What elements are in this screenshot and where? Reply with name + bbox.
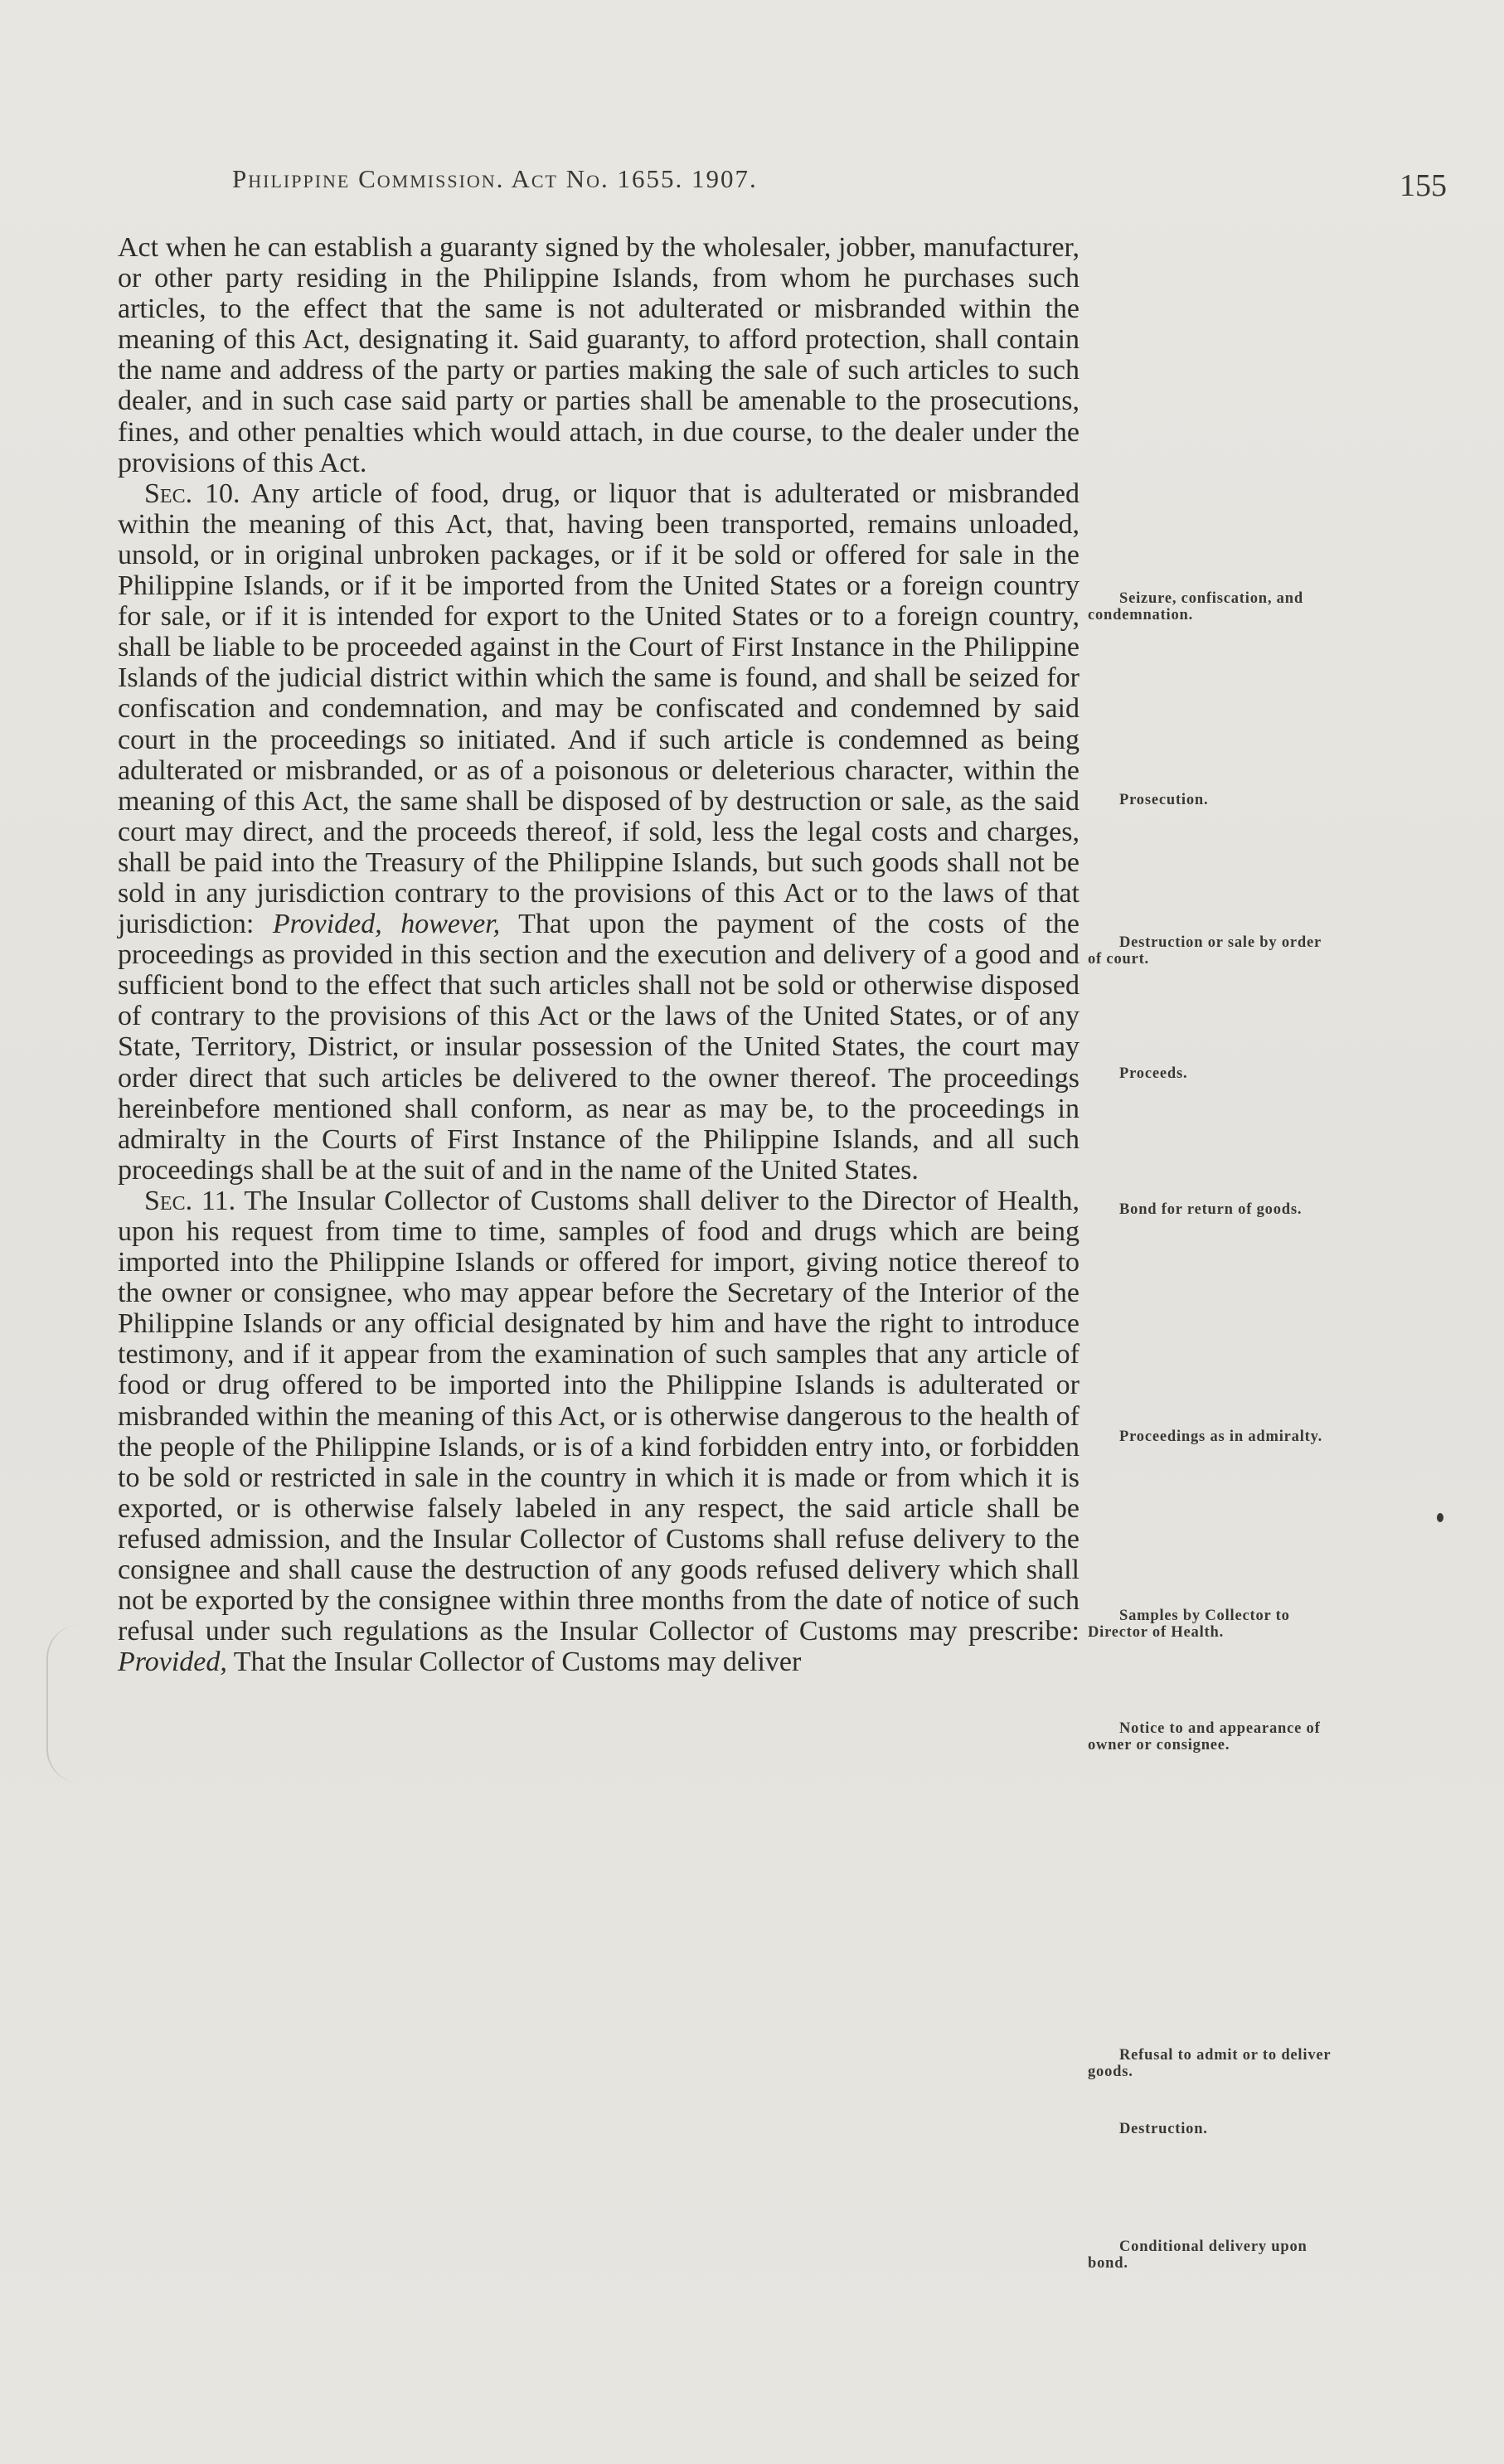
ink-spot	[1437, 1513, 1443, 1522]
margin-note-destruction-or-sale: Destruction or sale by order of court.	[1088, 934, 1322, 968]
paragraph-continuation: Act when he can establish a guaranty signed by the wholesaler, jobber, manufacturer, or other party residing in the Philippine Islands, from whom he purchases such articles, to the effect that the same is not adulterated or misbranded within the meaning of this Act, designating it. Said guaranty, to afford protection, shall contain the name and address of the party or parties making the sale of such articles to such dealer, and in such case said party or parties shall be amenable to the prosecutions, fines, and other penalties which would attach, in due course, to the dealer under the provisions of this Act.	[118, 232, 1079, 478]
margin-note-samples: Samples by Collector to Director of Health.	[1088, 1608, 1290, 1641]
running-head: Philippine Commission. Act No. 1655. 1907.	[232, 164, 758, 193]
margin-note-destruction: Destruction.	[1119, 2121, 1208, 2137]
section-11	[118, 1186, 1079, 1678]
margin-note-bond: Bond for return of goods.	[1119, 1201, 1303, 1218]
margin-note-admiralty: Proceedings as in admiralty.	[1119, 1428, 1323, 1445]
section-11-proviso: Provided,	[118, 1647, 227, 1678]
body-text	[118, 232, 1079, 1677]
margin-note-prosecution: Prosecution.	[1119, 792, 1209, 808]
section-10-proviso: Provided, however,	[272, 909, 501, 940]
section-11-text-b: That the Insular Collector of Customs may deliver	[226, 1647, 802, 1678]
binding-shadow	[46, 1625, 81, 1783]
margin-note-seizure: Seizure, confiscation, and condemnation.	[1088, 590, 1303, 623]
margin-note-proceeds: Proceeds.	[1119, 1065, 1188, 1082]
section-10	[118, 478, 1079, 1186]
section-10-text-b: That upon the payment of the costs of the proceedings as provided in this section and the execution and delivery of a good and sufficient bond to the effect that such articles shall not be sold or otherwise disposed of contrary to the provisions of this Act or the laws of the United States, or of any State, Territory, District, or insular possession of the United States, the court may order direct that such articles be delivered to the owner thereof. The proceedings hereinbefore mentioned shall conform, as near as may be, to the proceedings in admiralty in the Courts of First Instance of the Philippine Islands, and all such proceedings shall be at the suit of and in the name of the United States.	[118, 909, 1079, 1186]
section-11-text-a: The Insular Collector of Customs shall deliver to the Director of Health, upon his request from time to time, samples of food and drugs which are being imported into the Philippine Islands or offered for import, giving notice thereof to the owner or consignee, who may appear before the Secretary of the Interior of the Philippine Islands or any official designated by him and have the right to introduce testimony, and if it appear from the examination of such samples that any article of food or drug offered to be imported into the Philippine Islands is adulterated or misbranded within the meaning of this Act, or is otherwise dangerous to the health of the people of the Philippine Islands, or is of a kind forbidden entry into, or forbidden to be sold or restricted in sale in the country in which it is made or from which it is exported, or is otherwise falsely labeled in any respect, the said article shall be refused admission, and the Insular Collector of Customs shall refuse delivery to the consignee and shall cause the destruction of any goods refused delivery which shall not be exported by the consignee within three months from the date of notice of such refusal under such regulations as the Insular Collector of Customs may prescribe:	[118, 1185, 1079, 1647]
section-10-label: Sec. 10.	[144, 478, 240, 509]
section-10-text-a: Any article of food, drug, or liquor that is adulterated or misbranded within the meaning of this Act, that, having been transported, remains unloaded, unsold, or in original unbroken packages, or if it be sold or offered for sale in the Philippine Islands, or if it be imported from the United States or a foreign country for sale, or if it is intended for export to the United States or to a foreign country, shall be liable to be proceeded against in the Court of First Instance in the Philippine Islands of the judicial district within which the same is found, and shall be seized for confiscation and condemnation, and may be confiscated and condemned by said court in the proceedings so initiated. And if such article is condemned as being adulterated or misbranded, or as of a poisonous or deleterious character, within the meaning of this Act, the same shall be disposed of by destruction or sale, as the said court may direct, and the proceeds thereof, if sold, less the legal costs and charges, shall be paid into the Treasury of the Philippine Islands, but such goods shall not be sold in any jurisdiction contrary to the provisions of this Act or to the laws of that jurisdiction:	[118, 478, 1079, 940]
margin-note-refusal: Refusal to admit or to deliver goods.	[1088, 2047, 1332, 2080]
margin-note-conditional-delivery: Conditional delivery upon bond.	[1088, 2238, 1308, 2272]
margin-note-notice: Notice to and appearance of owner or consignee.	[1088, 1720, 1321, 1753]
page-number: 155	[1400, 168, 1447, 203]
section-11-label: Sec. 11.	[144, 1185, 236, 1216]
